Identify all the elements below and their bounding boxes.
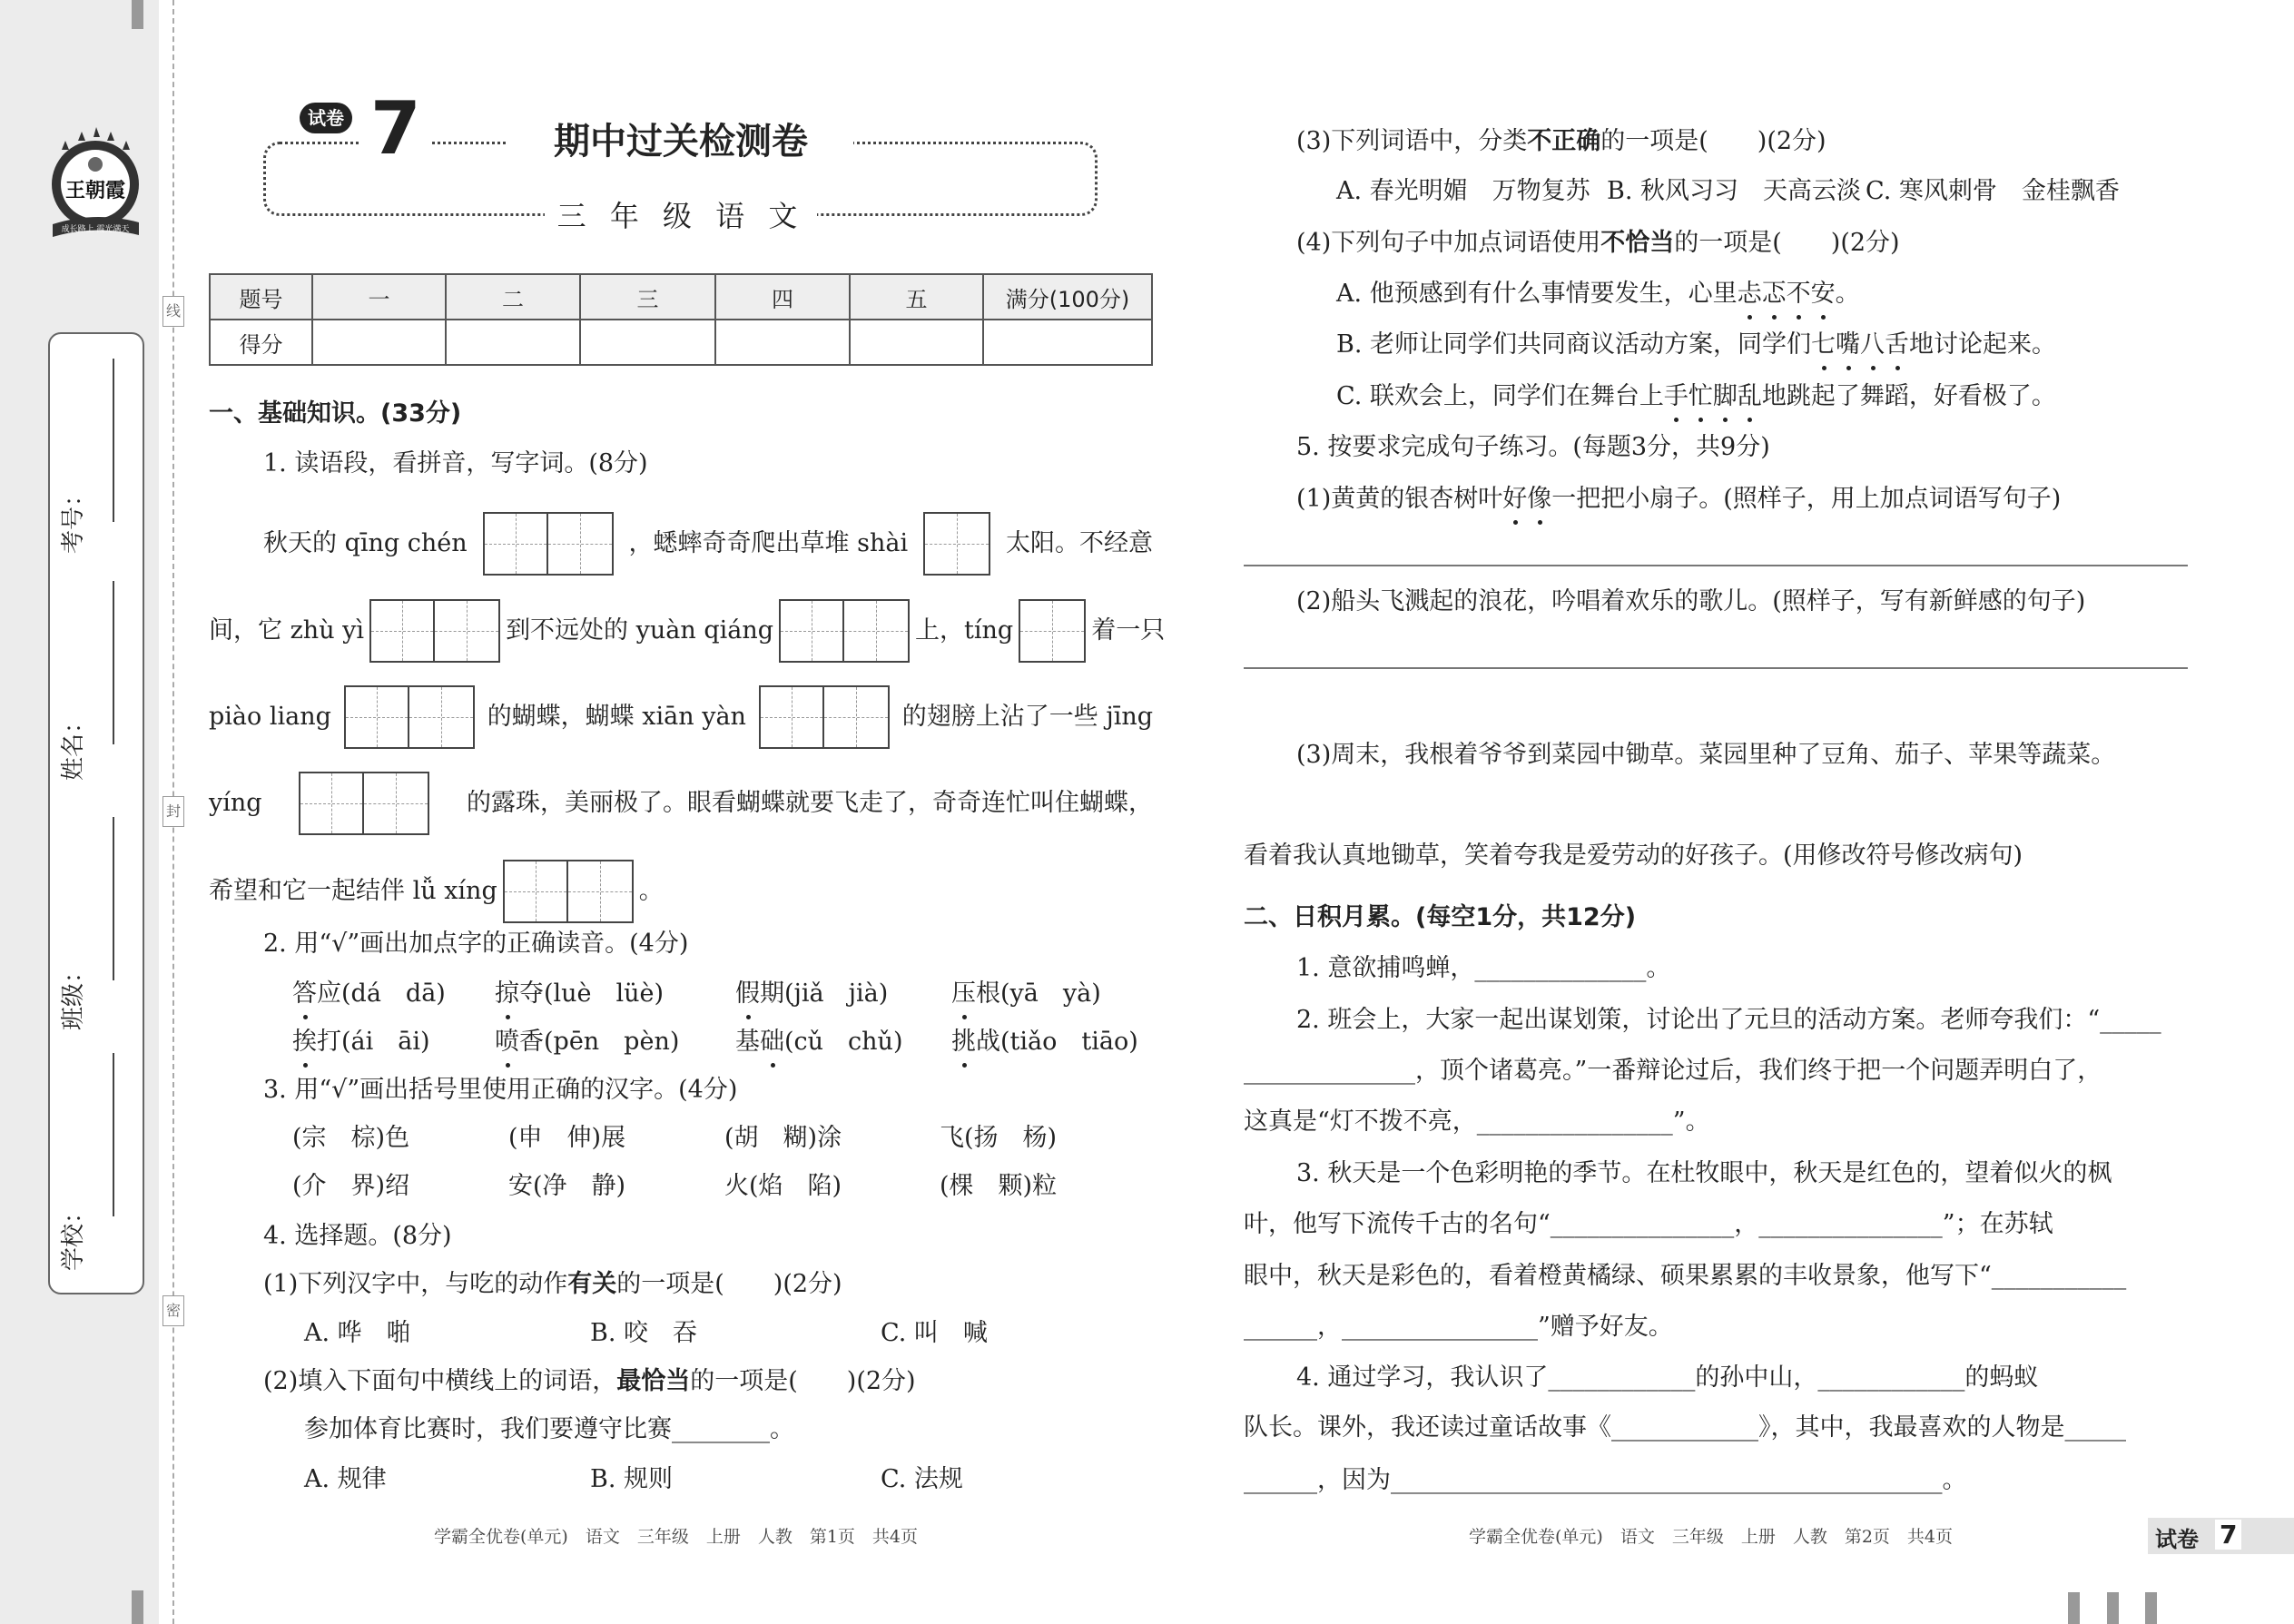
dotted-character: 嘴 <box>1836 327 1860 363</box>
writing-box-cell[interactable] <box>346 687 409 747</box>
fill-line[interactable]: ______________，顶个诸葛亮。”一番辩论过后，我们终于把一个问题弄明白了， <box>1244 1057 2102 1085</box>
writing-boxes[interactable] <box>483 512 614 576</box>
writing-boxes[interactable] <box>299 772 429 835</box>
option-a[interactable] <box>1336 276 1860 312</box>
text-segment: 间，它 zhù yì <box>209 616 365 645</box>
passage-line <box>209 860 664 923</box>
class-label: 班级： <box>60 959 87 1030</box>
text-segment: 应(dá dā) <box>317 979 446 1008</box>
option-b[interactable]: B. 秋风习习 天高云淡 <box>1607 177 1862 205</box>
writing-boxes[interactable] <box>503 860 634 923</box>
question-5-3-cont: 看着我认真地锄草，笑着夸我是爱劳动的好孩子。(用修改符号修改病句) <box>1244 842 2023 870</box>
cut-mark: 密 <box>162 1295 184 1326</box>
fill-line[interactable]: 4. 通过学习，我认识了____________的孙中山，____________的蚂蚁 <box>1296 1363 2039 1392</box>
passage-line <box>263 512 1153 576</box>
answer-line[interactable] <box>1244 565 2188 566</box>
writing-box-cell[interactable] <box>1020 601 1084 661</box>
text-segment: 秋天的 qīng chén <box>263 529 468 557</box>
school-label: 学校： <box>60 1199 87 1271</box>
score-cell[interactable] <box>446 320 580 365</box>
option-a[interactable]: A. 哗 啪 <box>304 1319 411 1347</box>
passage-line <box>209 772 1153 835</box>
fill-line[interactable]: 队长。课外，我还读过童话故事《____________》，其中，我最喜欢的人物是_____ <box>1244 1413 2126 1442</box>
name-field[interactable] <box>113 581 114 744</box>
writing-boxes[interactable] <box>779 599 910 663</box>
dotted-character: 压 <box>951 976 976 1012</box>
exam-number-label: 考号： <box>60 482 87 554</box>
text-segment: 太阳。不经意 <box>1005 529 1153 557</box>
question-2: 2. 用“√”画出加点字的正确读音。(4分) <box>263 930 689 958</box>
option-c[interactable]: C. 法规 <box>881 1465 963 1493</box>
character-item[interactable]: (申 伸)展 <box>508 1124 626 1152</box>
question-4-1 <box>263 1266 842 1303</box>
option-c[interactable]: C. 寒风刺骨 金桂飘香 <box>1866 177 2120 205</box>
registration-bar <box>132 0 143 29</box>
text-segment: piào liang <box>209 703 331 731</box>
character-item[interactable]: 火(焰 陷) <box>724 1172 842 1200</box>
text-segment: 上，tíng <box>915 616 1014 645</box>
question-5-1 <box>1296 481 2061 517</box>
fill-line[interactable]: ______，________________”赠予好友。 <box>1244 1313 1673 1341</box>
text-segment: 的一项是( )(2分) <box>690 1367 916 1395</box>
dotted-character: 乱 <box>1738 379 1762 415</box>
text-segment: 的一项是( )(2分) <box>1674 229 1900 257</box>
text-segment: 的露珠，美丽极了。眼看蝴蝶就要飞走了，奇奇连忙叫住蝴蝶， <box>467 789 1153 817</box>
question-4-2 <box>263 1363 916 1400</box>
option-a[interactable]: A. 春光明媚 万物复苏 <box>1336 177 1590 205</box>
text-segment: 一把把小扇子。(照样子，用上加点词语写句子) <box>1551 485 2062 513</box>
text-segment: 打(ái āi) <box>317 1028 430 1056</box>
question-4-3 <box>1296 123 1826 160</box>
text-segment: 香(pēn pèn) <box>519 1028 680 1056</box>
score-cell[interactable] <box>312 320 446 365</box>
pinyin-item[interactable] <box>951 976 1101 1012</box>
dotted-character: 假 <box>735 976 760 1012</box>
student-info-box <box>48 332 144 1294</box>
registration-bar <box>2145 1592 2157 1624</box>
writing-box-cell[interactable] <box>409 687 473 747</box>
exam-number: 7 <box>361 91 430 167</box>
text-segment: 。 <box>1835 280 1860 308</box>
option-b[interactable]: B. 规则 <box>590 1465 674 1493</box>
fill-line[interactable]: ______，因为_____________________________________________。 <box>1244 1466 1967 1494</box>
dotted-character: 础 <box>760 1024 784 1060</box>
registration-bar <box>2107 1592 2119 1624</box>
score-table-header: 四 <box>715 274 850 320</box>
dotted-character: 忑 <box>1762 276 1787 312</box>
page-footer: 学霸全优卷(单元) 语文 三年级 上册 人教 第2页 共4页 <box>1469 1527 1954 1547</box>
dotted-character: 掠 <box>495 976 519 1012</box>
pinyin-item[interactable] <box>951 1024 1138 1060</box>
dotted-character: 安 <box>1811 276 1836 312</box>
exam-badge: 试卷 <box>300 103 352 133</box>
score-cell[interactable] <box>850 320 983 365</box>
score-table-header: 二 <box>446 274 580 320</box>
fill-line[interactable]: 叶，他写下流传千古的名句“_______________，_______________”；在苏轼 <box>1244 1210 2053 1238</box>
character-item[interactable]: 飞(扬 杨) <box>940 1124 1058 1152</box>
text-segment: (3)下列词语中，分类 <box>1296 127 1528 155</box>
text-segment: 地跳起了舞蹈，好看极了。 <box>1761 382 2056 410</box>
text-segment: 根(yā yà) <box>976 979 1101 1008</box>
dotted-character: 七 <box>1811 327 1836 363</box>
pinyin-item[interactable] <box>495 1024 679 1060</box>
pinyin-item[interactable] <box>292 976 446 1012</box>
writing-box-cell[interactable] <box>925 514 989 574</box>
fill-line[interactable]: 2. 班会上，大家一起出谋划策，讨论出了元旦的活动方案。老师夸我们：“_____ <box>1296 1006 2161 1034</box>
writing-box-cell[interactable] <box>548 514 612 574</box>
dotted-character: 忙 <box>1689 379 1713 415</box>
registration-bar <box>132 1590 143 1624</box>
score-table <box>209 273 1153 366</box>
fill-line[interactable]: 这真是“灯不拨不亮，________________”。 <box>1244 1107 1710 1136</box>
fill-line[interactable]: 眼中，秋天是彩色的，看着橙黄橘绿、硕果累累的丰收景象，他写下“___________ <box>1244 1262 2127 1290</box>
svg-text:成长路上 霞光满天: 成长路上 霞光满天 <box>61 225 130 234</box>
subtitle: 三 年 级 语 文 <box>545 196 817 236</box>
text-segment: (1)下列汉字中，与吃的动作 <box>263 1270 568 1298</box>
question-4: 4. 选择题。(8分) <box>263 1222 452 1250</box>
text-segment: (1)黄黄的银杏树叶 <box>1296 485 1503 513</box>
question-5-3: (3)周末，我根着爷爷到菜园中锄草。菜园里种了豆角、茄子、苹果等蔬菜。 <box>1296 741 2116 769</box>
character-item[interactable]: (介 界)绍 <box>292 1172 410 1200</box>
option-c[interactable] <box>1336 379 2056 415</box>
score-table-header: 满分(100分) <box>983 274 1152 320</box>
pinyin-item[interactable] <box>735 1024 902 1060</box>
writing-box-cell[interactable] <box>761 687 824 747</box>
writing-box-cell[interactable] <box>568 861 632 921</box>
option-c[interactable]: C. 叫 喊 <box>881 1319 988 1347</box>
corner-tab-label: 试卷 <box>2155 1527 2199 1552</box>
text-segment: 。 <box>638 877 664 905</box>
cut-mark: 线 <box>162 296 184 327</box>
option-a[interactable]: A. 规律 <box>304 1465 387 1493</box>
writing-box-cell[interactable] <box>824 687 888 747</box>
dotted-character: 好 <box>1502 481 1527 517</box>
dotted-character: 手 <box>1664 379 1689 415</box>
dotted-character: 八 <box>1860 327 1885 363</box>
text-segment: ，蟋蟀奇奇爬出草堆 shài <box>628 529 909 557</box>
passage-line <box>209 599 1166 663</box>
corner-tab <box>2148 1518 2294 1554</box>
writing-boxes[interactable] <box>344 685 475 749</box>
passage-line <box>209 685 1153 749</box>
text-segment: 的一项是( )(2分) <box>616 1270 842 1298</box>
section-heading: 二、日积月累。(每空1分，共12分) <box>1244 903 1637 931</box>
dotted-character: 挑 <box>951 1024 976 1060</box>
score-cell[interactable] <box>983 320 1152 365</box>
writing-box-cell[interactable] <box>505 861 568 921</box>
dotted-character: 喷 <box>495 1024 519 1060</box>
writing-box-cell[interactable] <box>364 773 428 833</box>
score-table-header: 五 <box>850 274 983 320</box>
page-title: 期中过关检测卷 <box>508 118 853 165</box>
text-segment: 战(tiǎo tiāo) <box>976 1028 1138 1056</box>
exam-number-field[interactable] <box>113 359 114 522</box>
text-segment: 夺(luè lüè) <box>519 979 665 1008</box>
text-segment: 的蝴蝶，蝴蝶 xiān yàn <box>487 703 746 731</box>
score-table-header: 一 <box>312 274 446 320</box>
text-segment: 着一只 <box>1091 616 1166 645</box>
dotted-character: 答 <box>292 976 317 1012</box>
section-heading: 一、基础知识。(33分) <box>209 399 462 428</box>
question-5: 5. 按要求完成句子练习。(每题3分，共9分) <box>1296 433 1770 461</box>
text-segment: 地讨论起来。 <box>1909 330 2057 359</box>
dotted-character: 不 <box>1787 276 1811 312</box>
dotted-character: 挨 <box>292 1024 317 1060</box>
text-segment: 希望和它一起结伴 lǚ xíng <box>209 877 497 905</box>
registration-bar <box>2068 1592 2080 1624</box>
text-segment: (cǔ chǔ) <box>784 1028 903 1056</box>
dotted-character: 舌 <box>1885 327 1909 363</box>
character-item[interactable]: (棵 颗)粒 <box>940 1172 1058 1200</box>
text-segment: 的一项是( )(2分) <box>1600 127 1826 155</box>
character-item[interactable]: (宗 棕)色 <box>292 1124 410 1152</box>
question-sentence: 参加体育比赛时，我们要遵守比赛________。 <box>304 1415 794 1443</box>
score-cell[interactable] <box>715 320 850 365</box>
text-segment: 的翅膀上沾了一些 jīng <box>901 703 1153 731</box>
pinyin-item[interactable] <box>495 976 664 1012</box>
class-field[interactable] <box>113 817 114 980</box>
text-segment: 基 <box>735 1028 760 1056</box>
text-segment: (2)填入下面句中横线上的词语， <box>263 1367 617 1395</box>
question-1: 1. 读语段，看拼音，写字词。(8分) <box>263 449 648 477</box>
answer-line[interactable] <box>1244 667 2188 669</box>
fill-line[interactable]: 1. 意欲捕鸣蝉，______________。 <box>1296 954 1671 982</box>
question-3: 3. 用“√”画出括号里使用正确的汉字。(4分) <box>263 1076 738 1104</box>
text-segment: 期(jiǎ jià) <box>760 979 889 1008</box>
option-b[interactable]: B. 咬 吞 <box>590 1319 698 1347</box>
writing-boxes[interactable] <box>1019 599 1086 663</box>
question-5-2: (2)船头飞溅起的浪花，吟唱着欢乐的歌儿。(照样子，写有新鲜感的句子) <box>1296 587 2086 615</box>
character-item[interactable]: (胡 糊)涂 <box>724 1124 842 1152</box>
svg-text:王朝霞: 王朝霞 <box>64 179 126 202</box>
text-segment: C. 联欢会上，同学们在舞台上 <box>1336 382 1664 410</box>
emphasis-text: 不正确 <box>1527 127 1601 155</box>
fill-line: 3. 秋天是一个色彩明艳的季节。在杜牧眼中，秋天是红色的，望着似火的枫 <box>1296 1159 2112 1187</box>
score-cell[interactable] <box>580 320 715 365</box>
emphasis-text: 有关 <box>567 1270 617 1298</box>
emphasis-text: 不恰当 <box>1600 229 1675 257</box>
name-label: 姓名： <box>60 709 87 781</box>
dotted-character: 脚 <box>1713 379 1738 415</box>
corner-tab-number: 7 <box>2215 1520 2241 1550</box>
text-segment: 到不远处的 yuàn qiáng <box>506 616 774 645</box>
writing-boxes[interactable] <box>923 512 990 576</box>
text-segment: A. 他预感到有什么事情要发生，心里 <box>1336 280 1738 308</box>
brand-logo <box>44 124 148 241</box>
writing-boxes[interactable] <box>369 599 500 663</box>
writing-box-cell[interactable] <box>371 601 435 661</box>
writing-box-cell[interactable] <box>435 601 498 661</box>
cut-mark: 封 <box>162 796 184 827</box>
writing-boxes[interactable] <box>759 685 890 749</box>
writing-box-cell[interactable] <box>300 773 364 833</box>
writing-box-cell[interactable] <box>485 514 548 574</box>
score-row-label: 得分 <box>210 320 312 365</box>
writing-box-cell[interactable] <box>781 601 844 661</box>
score-table-header: 题号 <box>210 274 312 320</box>
school-field[interactable] <box>113 1053 114 1216</box>
writing-box-cell[interactable] <box>844 601 908 661</box>
score-table-header: 三 <box>580 274 715 320</box>
dotted-character: 像 <box>1527 481 1551 517</box>
pinyin-item[interactable] <box>292 1024 430 1060</box>
emphasis-text: 最恰当 <box>616 1367 691 1395</box>
text-segment: yíng <box>209 789 262 817</box>
text-segment: (4)下列句子中加点词语使用 <box>1296 229 1601 257</box>
question-4-4 <box>1296 225 1900 261</box>
option-b[interactable] <box>1336 327 2056 363</box>
page-footer: 学霸全优卷(单元) 语文 三年级 上册 人教 第1页 共4页 <box>434 1527 919 1547</box>
character-item[interactable]: 安(净 静) <box>508 1172 626 1200</box>
pinyin-item[interactable] <box>735 976 888 1012</box>
dotted-character: 忐 <box>1738 276 1762 312</box>
text-segment: B. 老师让同学们共同商议活动方案，同学们 <box>1336 330 1812 359</box>
